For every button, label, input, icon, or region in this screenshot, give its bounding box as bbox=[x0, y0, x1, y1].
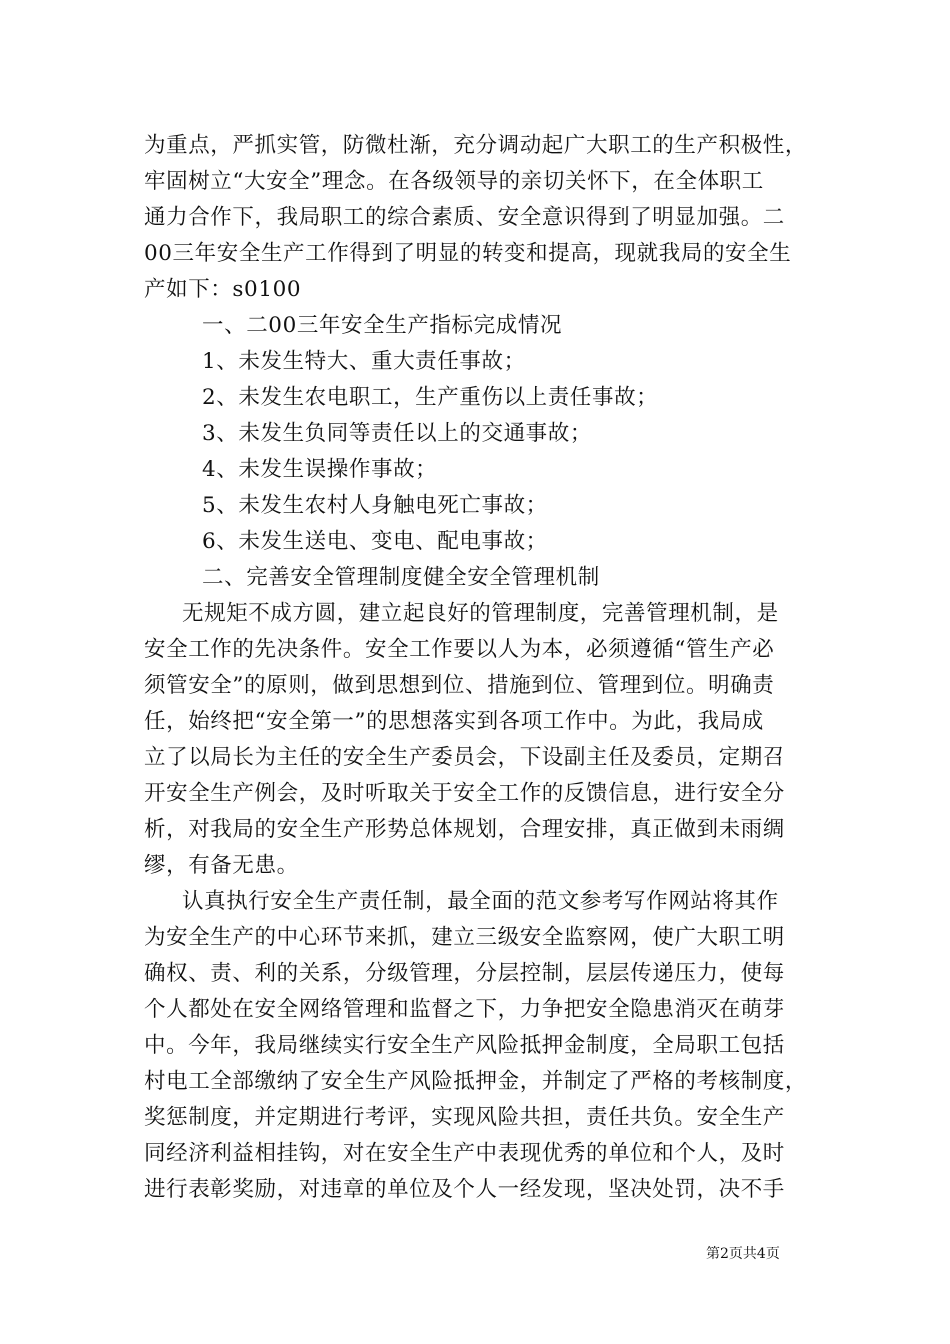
text-line: 通力合作下，我局职工的综合素质、安全意识得到了明显加强。二 bbox=[144, 205, 785, 230]
text-line: 确权、责、利的关系，分级管理，分层控制，层层传递压力，使每 bbox=[144, 961, 785, 986]
text-line: 进行表彰奖励，对违章的单位及个人一经发现，坚决处罚，决不手 bbox=[144, 1177, 785, 1202]
text-line: 无规矩不成方圆，建立起良好的管理制度，完善管理机制，是 bbox=[182, 601, 779, 626]
text-line: 奖惩制度，并定期进行考评，实现风险共担，责任共负。安全生产 bbox=[144, 1105, 785, 1130]
page-number: 第2页共4页 bbox=[706, 1246, 780, 1262]
text-line: 00三年安全生产工作得到了明显的转变和提高，现就我局的安全生 bbox=[144, 241, 792, 266]
text-line: 2、未发生农电职工，生产重伤以上责任事故； bbox=[202, 385, 659, 410]
text-line: 牢固树立“大安全”理念。在各级领导的亲切关怀下，在全体职工 bbox=[144, 169, 764, 194]
text-line: 5、未发生农村人身触电死亡事故； bbox=[202, 493, 548, 518]
text-line: 3、未发生负同等责任以上的交通事故； bbox=[202, 421, 592, 446]
document-body bbox=[144, 128, 824, 1208]
text-line: 产如下：s0100 bbox=[144, 277, 302, 302]
text-line: 二、完善安全管理制度健全安全管理机制 bbox=[202, 565, 600, 590]
text-line: 开安全生产例会，及时听取关于安全工作的反馈信息，进行安全分 bbox=[144, 781, 785, 806]
text-line: 一、二00三年安全生产指标完成情况 bbox=[202, 313, 563, 338]
text-line: 立了以局长为主任的安全生产委员会，下设副主任及委员，定期召 bbox=[144, 745, 785, 770]
text-line: 同经济利益相挂钩，对在安全生产中表现优秀的单位和个人，及时 bbox=[144, 1141, 785, 1166]
text-line: 6、未发生送电、变电、配电事故； bbox=[202, 529, 548, 554]
text-line: 缪，有备无患。 bbox=[144, 853, 299, 878]
text-line: 个人都处在安全网络管理和监督之下，力争把安全隐患消灭在萌芽 bbox=[144, 997, 785, 1022]
text-line: 任，始终把“安全第一”的思想落实到各项工作中。为此，我局成 bbox=[144, 709, 764, 734]
text-line: 安全工作的先决条件。安全工作要以人为本，必须遵循“管生产必 bbox=[144, 637, 775, 662]
text-line: 村电工全部缴纳了安全生产风险抵押金，并制定了严格的考核制度， bbox=[144, 1069, 808, 1094]
text-line: 析，对我局的安全生产形势总体规划，合理安排，真正做到未雨绸 bbox=[144, 817, 785, 842]
text-line: 中。今年，我局继续实行安全生产风险抵押金制度，全局职工包括 bbox=[144, 1033, 785, 1058]
text-line: 认真执行安全生产责任制，最全面的范文参考写作网站将其作 bbox=[182, 889, 779, 914]
text-line: 须管安全”的原则，做到思想到位、措施到位、管理到位。明确责 bbox=[144, 673, 775, 698]
text-line: 4、未发生误操作事故； bbox=[202, 457, 438, 482]
text-line: 为重点，严抓实管，防微杜渐，充分调动起广大职工的生产积极性， bbox=[144, 133, 808, 158]
text-line: 为安全生产的中心环节来抓，建立三级安全监察网，使广大职工明 bbox=[144, 925, 785, 950]
text-line: 1、未发生特大、重大责任事故； bbox=[202, 349, 526, 374]
